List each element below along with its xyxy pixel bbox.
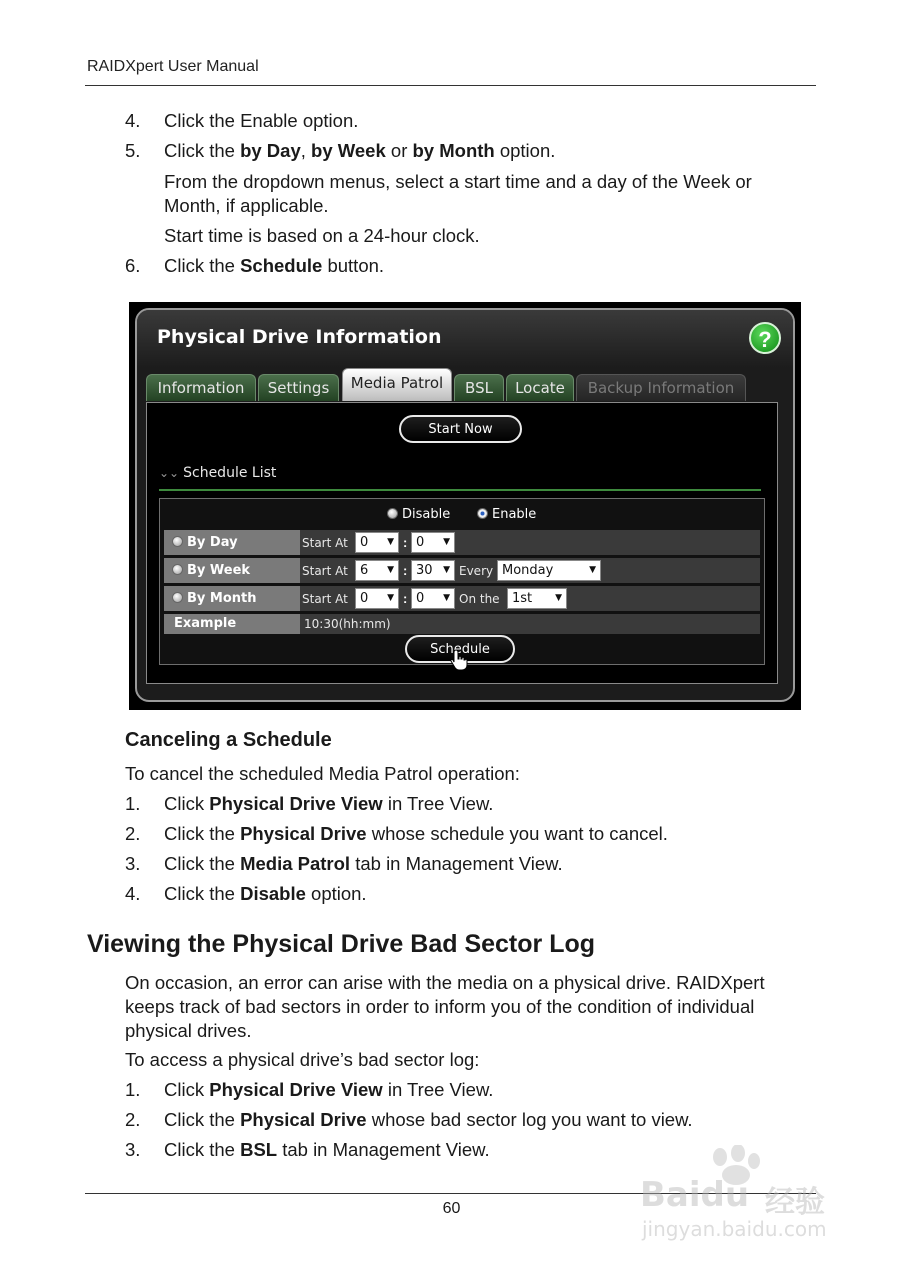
dropdown-arrow-icon: ▼ — [555, 593, 562, 603]
step-number: 3. — [125, 853, 141, 874]
canceling-heading: Canceling a Schedule — [125, 729, 332, 751]
month-hour-select[interactable] — [355, 588, 399, 609]
by-week-radio[interactable] — [172, 564, 183, 575]
step-note: From the dropdown menus, select a start time and a day of the Week or — [164, 171, 752, 192]
schedule-list-label: Schedule List — [183, 465, 277, 481]
step-emphasis: Media Patrol — [240, 853, 351, 874]
day-hour-value: 0 — [360, 535, 369, 550]
enable-label: Enable — [492, 507, 537, 522]
bsl-paragraph: On occasion, an error can arise with the media on a physical drive. RAIDXpert — [125, 972, 765, 993]
step-item — [125, 1108, 693, 1132]
by-month-label: By Month — [187, 591, 257, 606]
dropdown-arrow-icon: ▼ — [443, 537, 450, 547]
start-now-button[interactable]: Start Now — [399, 415, 522, 443]
watermark-brand: Baidu — [640, 1175, 750, 1215]
step-text: tab in Management View. — [277, 1139, 490, 1160]
month-minute-value: 0 — [416, 591, 425, 606]
header-divider — [85, 85, 816, 86]
step-text: in Tree View. — [382, 793, 494, 814]
step-text: Click the — [164, 853, 241, 874]
dropdown-arrow-icon: ▼ — [443, 593, 450, 603]
step-text: in Tree View. — [382, 1079, 494, 1100]
step-text: Click — [164, 1079, 210, 1100]
week-minute-select[interactable] — [411, 560, 455, 581]
day-minute-select[interactable] — [411, 532, 455, 553]
step-emphasis: Schedule — [240, 255, 323, 276]
enable-option[interactable] — [477, 507, 536, 522]
dropdown-arrow-icon: ▼ — [443, 565, 450, 575]
time-separator: : — [403, 535, 408, 550]
by-week-option[interactable] — [164, 558, 300, 583]
month-day-value: 1st — [512, 591, 533, 606]
panel-title: Physical Drive Information — [157, 326, 442, 348]
manual-title: RAIDXpert User Manual — [87, 58, 259, 75]
step-item — [125, 792, 493, 816]
step-item — [125, 822, 668, 846]
media-patrol-content — [146, 402, 778, 684]
by-day-label: By Day — [187, 535, 238, 550]
step-text: Click — [164, 793, 210, 814]
start-at-label: Start At — [302, 592, 348, 606]
step-text: Click the — [164, 823, 241, 844]
step-item — [125, 1138, 490, 1162]
chevron-down-icon: ⌄⌄ — [159, 466, 180, 480]
step-text: button. — [322, 255, 385, 276]
on-the-label: On the — [459, 592, 500, 606]
schedule-list-header[interactable] — [159, 465, 276, 481]
step-number: 4. — [125, 883, 141, 904]
tab-information[interactable]: Information — [146, 374, 256, 401]
step-text: whose bad sector log you want to view. — [366, 1109, 693, 1130]
help-icon[interactable]: ? — [749, 322, 781, 354]
tab-settings[interactable]: Settings — [258, 374, 339, 401]
bsl-paragraph: keeps track of bad sectors in order to inform you of the condition of individual — [125, 996, 755, 1017]
bsl-heading: Viewing the Physical Drive Bad Sector Log — [87, 930, 596, 958]
step-number: 5. — [125, 140, 141, 161]
step-item — [125, 139, 555, 163]
step-note: Month, if applicable. — [164, 195, 329, 216]
month-hour-value: 0 — [360, 591, 369, 606]
step-text: whose schedule you want to cancel. — [366, 823, 668, 844]
step-item — [125, 1078, 493, 1102]
step-note: Start time is based on a 24-hour clock. — [164, 225, 480, 246]
physical-drive-panel — [135, 308, 795, 702]
step-number: 2. — [125, 1109, 141, 1130]
step-emphasis: Physical Drive View — [209, 793, 383, 814]
step-number: 1. — [125, 793, 141, 814]
week-day-select[interactable] — [497, 560, 601, 581]
every-label: Every — [459, 564, 494, 578]
hand-cursor-icon — [450, 649, 468, 671]
step-emphasis: Disable — [240, 883, 306, 904]
canceling-intro: To cancel the scheduled Media Patrol operation: — [125, 763, 520, 784]
example-value: 10:30(hh:mm) — [304, 617, 391, 631]
step-emphasis: Physical Drive View — [209, 1079, 383, 1100]
bsl-intro: To access a physical drive’s bad sector log: — [125, 1049, 480, 1070]
time-separator: : — [403, 591, 408, 606]
step-emphasis: Physical Drive — [240, 1109, 367, 1130]
step-emphasis: by Month — [412, 140, 495, 161]
disable-label: Disable — [402, 507, 451, 522]
step-emphasis: by Day — [240, 140, 301, 161]
step-text: , — [300, 140, 312, 161]
step-text: Click the — [164, 1109, 241, 1130]
month-minute-select[interactable] — [411, 588, 455, 609]
start-at-label: Start At — [302, 564, 348, 578]
step-emphasis: by Week — [311, 140, 386, 161]
week-hour-select[interactable] — [355, 560, 399, 581]
step-text: Click the — [164, 255, 241, 276]
watermark-cn: 经验 — [765, 1185, 825, 1220]
step-text: or — [385, 140, 413, 161]
media-patrol-screenshot — [129, 302, 801, 710]
watermark-url: jingyan.baidu.com — [642, 1217, 827, 1241]
step-number: 3. — [125, 1139, 141, 1160]
by-month-row — [164, 586, 760, 611]
step-emphasis: BSL — [240, 1139, 278, 1160]
bsl-paragraph: physical drives. — [125, 1020, 252, 1041]
by-month-radio[interactable] — [172, 592, 183, 603]
tab-media-patrol[interactable]: Media Patrol — [342, 368, 452, 401]
disable-radio[interactable] — [387, 508, 398, 519]
by-week-label: By Week — [187, 563, 251, 578]
dropdown-arrow-icon: ▼ — [387, 593, 394, 603]
step-item — [125, 109, 358, 133]
step-text: Click the — [164, 1139, 241, 1160]
watermark — [640, 1145, 850, 1245]
schedule-button[interactable]: Schedule — [405, 635, 515, 663]
step-number: 6. — [125, 255, 141, 276]
step-number: 1. — [125, 1079, 141, 1100]
month-day-select[interactable] — [507, 588, 567, 609]
example-row — [164, 614, 760, 634]
time-separator: : — [403, 563, 408, 578]
step-text: option. — [494, 140, 556, 161]
step-text: Click the Enable option. — [164, 110, 359, 131]
by-month-option[interactable] — [164, 586, 300, 611]
step-item — [125, 882, 367, 906]
step-item — [125, 852, 563, 876]
step-number: 4. — [125, 110, 141, 131]
dropdown-arrow-icon: ▼ — [589, 565, 596, 575]
disable-option[interactable] — [387, 507, 450, 522]
week-hour-value: 6 — [360, 563, 369, 578]
step-text: Click the — [164, 883, 241, 904]
step-text: option. — [305, 883, 367, 904]
tab-backup-information: Backup Information — [576, 374, 746, 401]
step-text: Click the — [164, 140, 241, 161]
step-item — [125, 254, 384, 278]
dropdown-arrow-icon: ▼ — [387, 537, 394, 547]
by-day-radio[interactable] — [172, 536, 183, 547]
example-label: Example — [164, 614, 300, 634]
dropdown-arrow-icon: ▼ — [387, 565, 394, 575]
enable-radio[interactable] — [477, 508, 488, 519]
by-day-option[interactable] — [164, 530, 300, 555]
day-hour-select[interactable] — [355, 532, 399, 553]
start-at-label: Start At — [302, 536, 348, 550]
by-day-row — [164, 530, 760, 555]
tab-bsl[interactable]: BSL — [454, 374, 504, 401]
week-day-value: Monday — [502, 563, 554, 578]
week-minute-value: 30 — [416, 563, 433, 578]
page-number: 60 — [442, 1200, 461, 1217]
schedule-list-divider — [159, 489, 761, 491]
step-text: tab in Management View. — [350, 853, 563, 874]
tab-locate[interactable]: Locate — [506, 374, 574, 401]
step-emphasis: Physical Drive — [240, 823, 367, 844]
by-week-row — [164, 558, 760, 583]
day-minute-value: 0 — [416, 535, 425, 550]
step-number: 2. — [125, 823, 141, 844]
